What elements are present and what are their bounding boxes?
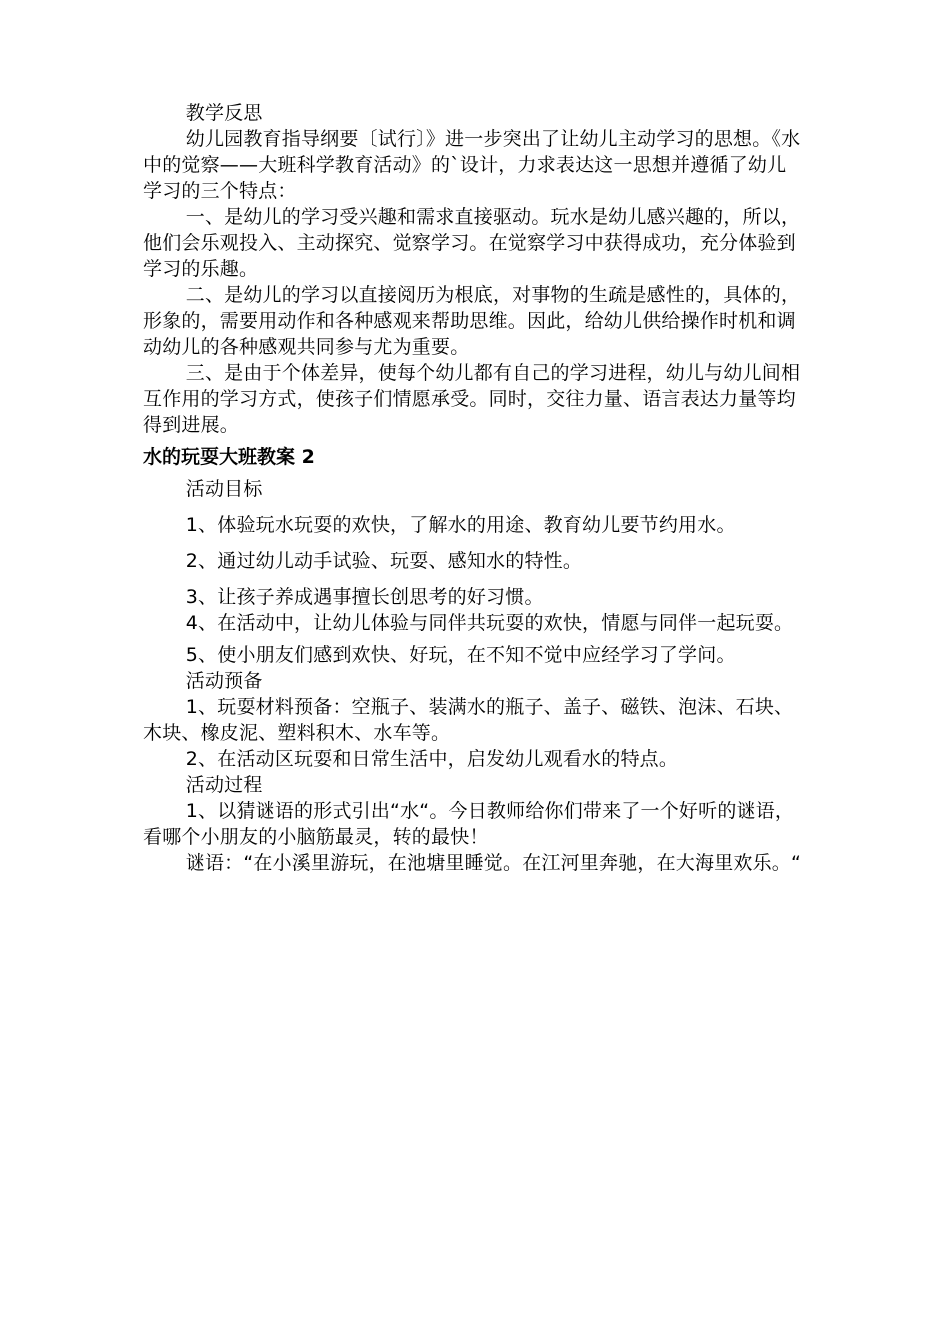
- reflection-paragraph-2: 一、是幼儿的学习受兴趣和需求直接驱动。玩水是幼儿感兴趣的，所以，他们会乐观投入、主动探究、觉察学习。在觉察学习中获得成功，充分体验到学习的乐趣。: [143, 206, 801, 280]
- goals-title: 活动目标: [185, 478, 263, 500]
- reflection-title: 教学反思: [185, 102, 263, 124]
- prep-title: 活动预备: [185, 670, 263, 692]
- process-item-1: 1、以猜谜语的形式引出“水“。今日教师给你们带来了一个好听的谜语，看哪个小朋友的小脑筋最灵，转的最快！: [143, 800, 795, 848]
- goal-item-5: 5、使小朋友们感到欢快、好玩，在不知不觉中应经学习了学问。: [185, 644, 736, 666]
- goal-item-2: 2、通过幼儿动手试验、玩耍、感知水的特性。: [185, 550, 583, 572]
- riddle-text: 谜语：“在小溪里游玩，在池塘里睡觉。在江河里奔驰，在大海里欢乐。“: [185, 852, 802, 874]
- prep-item-1: 1、玩耍材料预备：空瓶子、装满水的瓶子、盖子、磁铁、泡沫、石块、木块、橡皮泥、塑料积木、水车等。: [143, 696, 794, 744]
- prep-item-2: 2、在活动区玩耍和日常生活中，启发幼儿观看水的特点。: [185, 748, 679, 770]
- reflection-paragraph-3: 二、是幼儿的学习以直接阅历为根底，对事物的生疏是感性的，具体的，形象的，需要用动作和各种感观来帮助思维。因此，给幼儿供给操作时机和调动幼儿的各种感观共同参与尤为重要。: [143, 284, 801, 358]
- reflection-paragraph-4: 三、是由于个体差异，使每个幼儿都有自己的学习进程，幼儿与幼儿间相互作用的学习方式，使孩子们情愿承受。同时，交往力量、语言表达力量等均得到进展。: [143, 362, 801, 436]
- goal-item-1: 1、体验玩水玩耍的欢快，了解水的用途、教育幼儿要节约用水。: [185, 514, 736, 536]
- goal-item-3: 3、让孩子养成遇事擅长创思考的好习惯。: [185, 586, 544, 608]
- process-title: 活动过程: [185, 774, 263, 796]
- goal-item-4: 4、在活动中，让幼儿体验与同伴共玩耍的欢快，情愿与同伴一起玩耍。: [185, 612, 794, 634]
- lesson-plan-heading: 水的玩耍大班教案 2: [143, 446, 315, 468]
- reflection-paragraph-1: 幼儿园教育指导纲要〔试行〕》进一步突出了让幼儿主动学习的思想。《水中的觉察——大班科学教育活动》的`设计，力求表达这一思想并遵循了幼儿学习的三个特点：: [143, 128, 801, 202]
- document-page: [143, 100, 803, 876]
